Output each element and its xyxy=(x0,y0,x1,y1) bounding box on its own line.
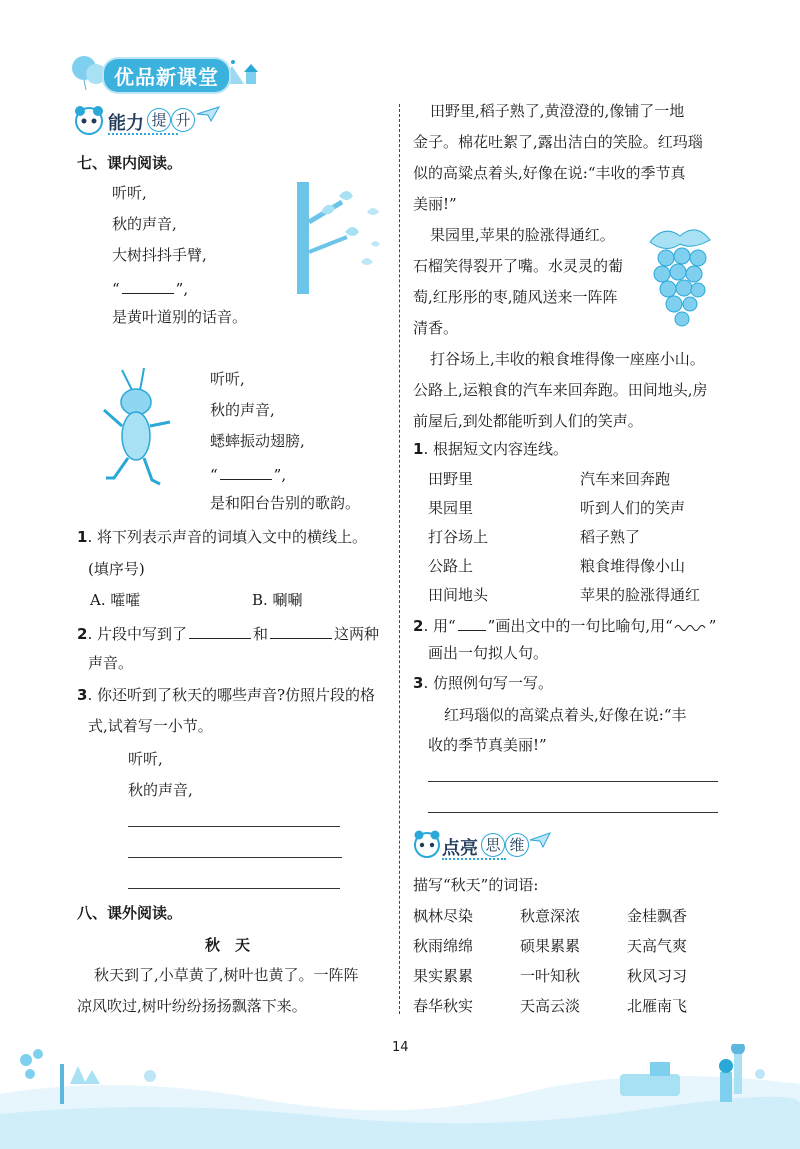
left-q3-answer-line-1[interactable] xyxy=(128,826,340,827)
poem2-line-3: 蟋蟀振动翅膀, xyxy=(210,432,305,450)
right-p4-line-3: 前屋后,到处都能听到人们的笑声。 xyxy=(413,412,643,430)
right-q3-num: 3 xyxy=(413,674,424,692)
right-p3-line-3: 萄,红彤彤的枣,随风送来一阵阵 xyxy=(413,288,618,306)
left-q1-optA: A. 嚯嚯 xyxy=(90,591,141,609)
match-left-2[interactable]: 果园里 xyxy=(428,499,474,517)
right-q3-answer-line-1[interactable] xyxy=(428,781,718,782)
poem2-line-1: 听听, xyxy=(210,370,245,388)
section-title-underline xyxy=(442,858,506,860)
match-right-2[interactable]: 听到人们的笑声 xyxy=(580,499,686,517)
vocab-3-3: 秋风习习 xyxy=(627,967,688,985)
right-p2-line-3: 似的高粱点着头,好像在说:“丰收的季节真 xyxy=(413,164,686,182)
right-q2-text3: ” xyxy=(708,617,717,635)
right-p2-line-4: 美丽!” xyxy=(413,195,457,213)
section-title-main: 能力 xyxy=(108,113,144,134)
vocab-1-3: 金桂飘香 xyxy=(627,907,688,925)
left-q2-blank-1 xyxy=(189,624,251,639)
left-q3-line1: 听听, xyxy=(128,750,163,768)
right-p4-line-2: 公路上,运粮食的汽车来回奔跑。田间地头,房 xyxy=(413,381,708,399)
header-banner xyxy=(70,52,270,92)
poem1-line-1: 听听, xyxy=(112,184,147,202)
vocab-1-2: 秋意深浓 xyxy=(520,907,581,925)
left-q2-text2: 和 xyxy=(252,625,268,643)
footer-decoration xyxy=(0,1044,800,1149)
left-q3-answer-line-3[interactable] xyxy=(128,888,340,889)
poem1-line-2: 秋的声音, xyxy=(112,215,177,233)
right-q3-example-2: 收的季节真美丽!” xyxy=(428,736,547,754)
section-title-circle-1: 提 xyxy=(147,108,171,132)
vocab-2-3: 天高气爽 xyxy=(627,937,688,955)
section-title-thinking xyxy=(412,828,552,860)
match-right-1[interactable]: 汽车来回奔跑 xyxy=(580,470,671,488)
panda-mascot-icon xyxy=(72,104,106,138)
poem2-blank xyxy=(220,465,272,480)
section-title-ability xyxy=(72,104,212,136)
section-title-circle-1: 思 xyxy=(481,833,505,857)
match-left-4[interactable]: 公路上 xyxy=(428,557,474,575)
poem1-close-quote: ”, xyxy=(175,280,189,298)
left-q3-num: 3 xyxy=(77,686,88,704)
left-q3-line2: 秋的声音, xyxy=(128,781,193,799)
cricket-illustration xyxy=(100,366,180,491)
match-right-3[interactable]: 稻子熟了 xyxy=(580,528,641,546)
poem2-line-5: 是和阳台告别的歌韵。 xyxy=(210,494,361,512)
wavy-underline-sample xyxy=(673,619,709,631)
vocab-4-2: 天高云淡 xyxy=(520,997,581,1015)
poem2-open-quote: “ xyxy=(210,466,218,484)
page-number: 14 xyxy=(392,1040,409,1055)
left-q2-text4: 声音。 xyxy=(88,654,134,672)
article-p1-line-2: 凉风吹过,树叶纷纷扬扬飘落下来。 xyxy=(77,997,307,1015)
poem2-line-2: 秋的声音, xyxy=(210,401,275,419)
vocab-4-1: 春华秋实 xyxy=(413,997,474,1015)
right-q1-num: 1 xyxy=(413,440,424,458)
paper-plane-icon xyxy=(196,106,220,122)
right-q2-num: 2 xyxy=(413,617,424,635)
poem2-line-4 xyxy=(210,465,286,483)
panda-mascot-icon xyxy=(412,828,442,860)
right-q2-text2: ”画出文中的一句比喻句,用“ xyxy=(487,617,673,635)
left-q1-num: 1 xyxy=(77,528,88,546)
left-q2-text1: . 片段中写到了 xyxy=(87,625,187,643)
right-q2-text4: 画出一句拟人句。 xyxy=(428,644,549,662)
right-p2-line-2: 金子。棉花吐絮了,露出洁白的笑脸。红玛瑙 xyxy=(413,133,703,151)
tree-illustration xyxy=(287,182,382,297)
right-q3-answer-line-2[interactable] xyxy=(428,812,718,813)
left-q1-optB: B. 唰唰 xyxy=(252,591,303,609)
match-left-5[interactable]: 田间地头 xyxy=(428,586,489,604)
left-q1-text2: (填序号) xyxy=(88,560,145,578)
left-q3-answer-line-2[interactable] xyxy=(128,857,342,858)
poem1-line-4 xyxy=(112,279,188,297)
right-q1 xyxy=(413,442,568,457)
left-q2 xyxy=(77,624,379,642)
poem1-blank xyxy=(122,279,174,294)
poem1-line-3: 大树抖抖手臂, xyxy=(112,246,207,264)
left-q1-text: . 将下列表示声音的词填入文中的横线上。 xyxy=(87,528,367,546)
right-q3 xyxy=(413,676,553,691)
right-q2-text1: . 用“ xyxy=(423,617,456,635)
paper-plane-icon xyxy=(529,832,551,848)
match-left-1[interactable]: 田野里 xyxy=(428,470,474,488)
right-p3-line-2: 石榴笑得裂开了嘴。水灵灵的葡 xyxy=(413,257,624,275)
left-q2-num: 2 xyxy=(77,625,88,643)
right-p3-line-4: 清香。 xyxy=(413,319,459,337)
article-title: 秋 天 xyxy=(205,936,251,954)
left-q3-text1: . 你还听到了秋天的哪些声音?仿照片段的格 xyxy=(87,686,376,704)
vocab-3-1: 果实累累 xyxy=(413,967,474,985)
right-q1-text: . 根据短文内容连线。 xyxy=(423,440,568,458)
section-title-circle-2: 升 xyxy=(171,108,195,132)
vocab-title: 描写“秋天”的词语: xyxy=(413,876,539,894)
left-q2-text3: 这两种 xyxy=(334,625,380,643)
banner-title: 优品新课堂 xyxy=(104,59,229,92)
q7-title: 七、课内阅读。 xyxy=(77,154,183,172)
vocab-2-2: 硕果累累 xyxy=(520,937,581,955)
section-title-circle-2: 维 xyxy=(505,833,529,857)
right-q2 xyxy=(413,616,716,634)
poem1-line-5: 是黄叶道别的话音。 xyxy=(112,308,248,326)
match-right-5[interactable]: 苹果的脸涨得通红 xyxy=(580,586,701,604)
grapes-illustration xyxy=(640,224,720,329)
vocab-3-2: 一叶知秋 xyxy=(520,967,581,985)
right-q3-text: . 仿照例句写一写。 xyxy=(423,674,553,692)
left-q2-blank-2 xyxy=(270,624,332,639)
article-p1-line-1: 秋天到了,小草黄了,树叶也黄了。一阵阵 xyxy=(94,966,359,984)
q8-title: 八、课外阅读。 xyxy=(77,904,183,922)
match-right-4[interactable]: 粮食堆得像小山 xyxy=(580,557,686,575)
vocab-1-1: 枫林尽染 xyxy=(413,907,474,925)
right-q3-example-1: 红玛瑙似的高粱点着头,好像在说:“丰 xyxy=(444,706,687,724)
right-p3-line-1: 果园里,苹果的脸涨得通红。 xyxy=(430,226,615,244)
vocab-2-1: 秋雨绵绵 xyxy=(413,937,474,955)
right-p2-line-1: 田野里,稻子熟了,黄澄澄的,像铺了一地 xyxy=(430,102,685,120)
straight-underline-sample xyxy=(458,616,486,631)
right-p4-line-1: 打谷场上,丰收的粮食堆得像一座座小山。 xyxy=(430,350,705,368)
vocab-4-3: 北雁南飞 xyxy=(627,997,688,1015)
left-q3 xyxy=(77,688,375,703)
poem1-open-quote: “ xyxy=(112,280,120,298)
poem2-close-quote: ”, xyxy=(273,466,287,484)
match-left-3[interactable]: 打谷场上 xyxy=(428,528,489,546)
column-divider xyxy=(399,104,400,1014)
left-q1 xyxy=(77,530,367,545)
section-title-underline xyxy=(108,133,178,135)
section-title-main: 点亮 xyxy=(442,838,478,859)
left-q3-text2: 式,试着写一小节。 xyxy=(88,717,213,735)
